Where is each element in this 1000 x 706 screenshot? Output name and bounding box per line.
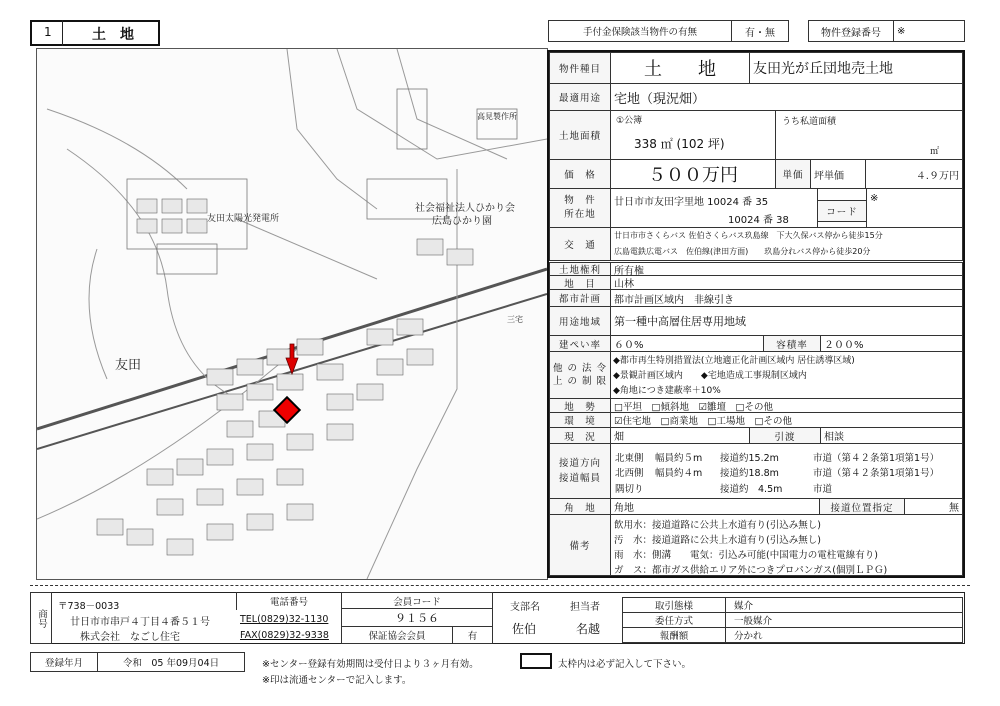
traffic-label: 交 通 — [549, 227, 611, 261]
remarks-label: 備考 — [549, 514, 611, 576]
area-value: 338 ㎡ (102 坪) — [634, 137, 725, 151]
code-label: コード — [817, 200, 867, 222]
chimoku-label: 地 目 — [549, 275, 611, 290]
remark-line: 雨 水：側溝 電気：引込み可能(中国電力の電柱電線有り) — [614, 550, 878, 561]
road-dir: 北東側 — [615, 453, 644, 464]
unit-label: 単価 — [775, 159, 811, 189]
reg-no-value: ※ — [893, 20, 965, 42]
city-plan-value: 都市計画区域内 非線引き — [610, 289, 963, 307]
tel-number: TEL(0829)32-1130 — [240, 614, 329, 625]
road-type: 市道（第４２条第1項第1号） — [813, 453, 940, 464]
corner-label: 角 地 — [549, 498, 611, 515]
remark-line: 飲用水：接道道路に公共上水道有り(引込み無し) — [614, 520, 821, 531]
fee-label: 報酬額 — [622, 627, 726, 643]
divider — [62, 20, 63, 46]
env-label: 環 境 — [549, 412, 611, 428]
insurance-value: 有・無 — [731, 20, 789, 42]
remark-line: ガ ス：都市ガス供給エリア外につきプロパンガス(個別ＬＰＧ) — [614, 565, 888, 576]
branch-label: 支部名 — [510, 602, 540, 613]
bcr-label: 建ぺい率 — [549, 335, 611, 352]
map-label: 広島ひかり園 — [432, 216, 492, 227]
law-line1: ◆都市再生特別措置法(立地適正化計画区域内 居住誘導区域) — [613, 356, 855, 366]
reg-no-label: 物件登録番号 — [808, 20, 894, 42]
staff-value: 名越 — [576, 622, 601, 636]
current-label: 現 況 — [549, 427, 611, 444]
insurance-label: 手付金保険該当物件の有無 — [548, 20, 732, 42]
shop-label — [30, 592, 52, 644]
guarantee-value: 有 — [452, 626, 493, 644]
traffic-line1: 廿日市市さくらバス 佐伯さくらバス玖島線 下大久保バス停から徒歩15分 — [614, 231, 883, 240]
law-line2: ◆景観計画区域内 ◆宅地造成工事規制区域内 — [613, 371, 807, 381]
remark-line: 汚 水：接道道路に公共上水道有り(引込み無し) — [614, 535, 821, 546]
road-spec-label: 接道位置指定 — [819, 498, 905, 515]
law-label-line2: 上 の 制 限 — [552, 376, 608, 387]
road-type: 市道（第４２条第1項第1号） — [813, 468, 940, 479]
current-value: 畑 — [610, 427, 750, 444]
road-width: 幅員約４m — [655, 468, 703, 479]
rights-label: 土地権利 — [549, 262, 611, 276]
road-width: 幅員約５m — [655, 453, 703, 464]
location-label-line2: 所在地 — [564, 209, 596, 220]
deal-label: 取引態様 — [622, 597, 726, 613]
company-name: 株式会社 なごし住宅 — [80, 632, 180, 643]
rights-value: 所有権 — [610, 262, 963, 276]
center-note: ※印は流通センターで記入します。 — [262, 675, 412, 686]
branch-value: 佐伯 — [512, 622, 537, 636]
handover-value: 相談 — [820, 427, 963, 444]
road-label — [549, 443, 611, 499]
price-value: ５００万円 — [610, 159, 776, 189]
map-label: 三宅 — [507, 315, 523, 324]
far-label: 容積率 — [763, 335, 821, 352]
map-drawing — [37, 49, 547, 579]
tsubo-value: ４.９万円 — [865, 159, 963, 189]
law-label — [549, 351, 611, 399]
road-spec-value: 無 — [904, 498, 963, 515]
consign-label: 委任方式 — [622, 612, 726, 628]
thick-frame-note: 太枠内は必ず記入して下さい。 — [558, 659, 692, 670]
deal-value: 媒介 — [725, 597, 963, 613]
price-label: 価 格 — [549, 159, 611, 189]
terrain-label: 地 勢 — [549, 398, 611, 413]
bcr-value: ６０% — [610, 335, 764, 352]
member-label: 会員コード — [341, 592, 493, 609]
zoning-value: 第一種中高層住居専用地域 — [610, 306, 963, 336]
map-label: 社会福祉法人ひかり会 — [415, 203, 515, 214]
page-number: 1 — [44, 25, 52, 39]
env-value: ☑住宅地 □商業地 □工場地 □その他 — [610, 412, 963, 428]
property-title: 友田光が丘団地売土地 — [749, 52, 963, 84]
member-code: ９１５６ — [341, 608, 493, 627]
tsubo-label: 坪単価 — [810, 159, 866, 189]
handover-label: 引渡 — [749, 427, 821, 444]
corner-value: 角地 — [610, 498, 820, 515]
road-contact: 接道約15.2m — [720, 453, 779, 464]
phone-label: 電話番号 — [236, 592, 342, 610]
law-label-line1: 他 の 法 令 — [552, 363, 608, 374]
location-label-line1: 物 件 — [564, 195, 596, 206]
postal-code: 〒738－0033 — [58, 601, 120, 612]
road-label-line2: 接道幅員 — [558, 473, 601, 484]
use-value: 宅地（現況畑） — [610, 83, 963, 111]
fee-value: 分かれ — [725, 627, 963, 643]
staff-label: 担当者 — [570, 602, 600, 613]
chimoku-value: 山林 — [610, 275, 963, 290]
company-address: 廿日市市串戸４丁目４番５１号 — [70, 617, 210, 628]
map-label: 友田太陽光発電所 — [207, 214, 280, 224]
private-road-unit: ㎡ — [930, 147, 940, 157]
area-label: 土地面積 — [549, 110, 611, 160]
location-line2: 10024 番 38 — [728, 215, 789, 226]
location-label — [549, 188, 611, 228]
cut-line — [30, 585, 970, 586]
use-label: 最適用途 — [549, 83, 611, 111]
regdate-label: 登録年月 — [30, 652, 98, 672]
map-label: 友田 — [115, 358, 142, 373]
road-dir: 隅切り — [615, 484, 644, 495]
location-map — [36, 48, 548, 580]
type-value: 土 地 — [610, 52, 750, 84]
thick-frame-sample — [520, 653, 552, 669]
type-label: 物件種目 — [549, 52, 611, 84]
code-value: ※ — [866, 188, 963, 228]
far-value: ２００% — [820, 335, 963, 352]
validity-note: ※センター登録有効期間は受付日より３ヶ月有効。 — [262, 659, 479, 670]
fax-number: FAX(0829)32-9338 — [240, 630, 329, 641]
guarantee-label: 保証協会会員 — [341, 626, 453, 644]
map-label: 高見製作所 — [477, 112, 517, 121]
road-contact: 接道約 4.5m — [720, 484, 783, 495]
road-dir: 北西側 — [615, 468, 644, 479]
location-line1: 廿日市市友田字里地 10024 番 35 — [614, 197, 769, 208]
property-kind: 土 地 — [92, 27, 134, 43]
law-line3: ◆角地につき建蔽率＋10% — [613, 386, 721, 396]
terrain-value: □平坦 □傾斜地 ☑雛壇 □その他 — [610, 398, 963, 413]
private-road-label: うち私道面積 — [782, 117, 837, 127]
road-type: 市道 — [813, 484, 833, 495]
road-contact: 接道約18.8m — [720, 468, 779, 479]
shop-label-text: 商号 — [36, 608, 47, 628]
area-note: ①公簿 — [616, 116, 643, 126]
road-label-line1: 接道方向 — [558, 458, 601, 469]
traffic-line2: 広島電鉄広電バス 佐伯線(津田方面) 玖島分れバス停から徒歩20分 — [614, 247, 871, 256]
regdate-value: 令和 05 年09月04日 — [97, 652, 245, 672]
city-plan-label: 都市計画 — [549, 289, 611, 307]
consign-value: 一般媒介 — [725, 612, 963, 628]
zoning-label: 用途地域 — [549, 306, 611, 336]
